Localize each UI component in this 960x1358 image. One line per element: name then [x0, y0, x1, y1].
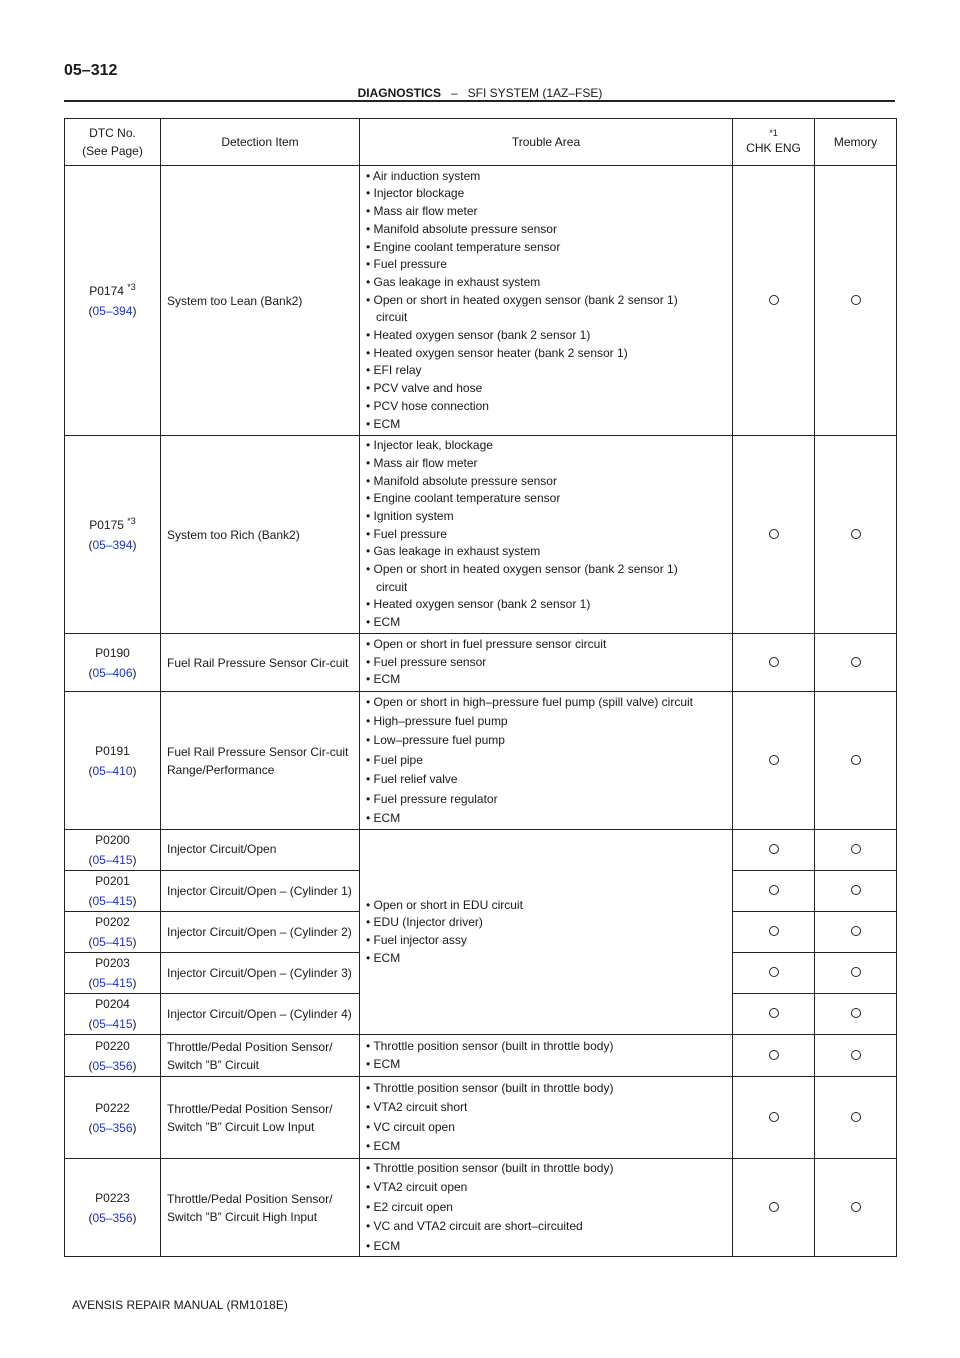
page-link[interactable]: 05–406: [92, 665, 133, 680]
table-row: [65, 830, 897, 871]
detection-item: Injector Circuit/Open – (Cylinder 1): [161, 871, 360, 912]
header-chk-eng: *1 CHK ENG: [733, 119, 815, 166]
chk-eng-footnote: *1: [769, 128, 778, 138]
chk-eng-mark: [733, 634, 815, 692]
detection-item: Injector Circuit/Open – (Cylinder 2): [161, 912, 360, 953]
memory-mark: [815, 912, 897, 953]
circle-mark-icon: [851, 967, 861, 977]
dtc-cell: P0223 (05–356): [65, 1159, 161, 1257]
page-footer: AVENSIS REPAIR MANUAL (RM1018E): [72, 1298, 288, 1312]
header-dash: –: [450, 86, 458, 100]
dtc-cell: P0222 (05–356): [65, 1077, 161, 1159]
page-link[interactable]: 05–356: [92, 1210, 133, 1225]
detection-item: Throttle/Pedal Position Sensor/ Switch ”B” Circuit High Input: [161, 1159, 360, 1257]
trouble-area: • Throttle position sensor (built in throttle body) • ECM: [360, 1035, 733, 1077]
chk-eng-mark: [733, 1159, 815, 1257]
chk-eng-mark: [733, 1035, 815, 1077]
dtc-cell: P0174 $^{*3}$ (05–394): [65, 166, 161, 436]
circle-mark-icon: [769, 885, 779, 895]
detection-item: Throttle/Pedal Position Sensor/ Switch ”B” Circuit: [161, 1035, 360, 1077]
trouble-area: • Air induction system • Injector blockage • Mass air flow meter • Manifold absolute pressure sensor • Engine coolant temperature sensor • Fuel pressure • Gas leakage in exhaust system • Open or short in heated oxygen sensor (bank 2 sensor 1) circuit • Heated oxygen sensor (bank 2 sensor 1) • Heated oxygen sensor heater (bank 2 sensor 1) • EFI relay • PCV valve and hose • PCV hose connection • ECM: [360, 166, 733, 436]
dtc-table: [64, 118, 897, 1257]
chk-eng-mark: [733, 953, 815, 994]
circle-mark-icon: [769, 529, 779, 539]
detection-item: System too Rich (Bank2): [161, 436, 360, 634]
memory-mark: [815, 953, 897, 994]
table-row: [65, 166, 897, 436]
header-memory: Memory: [815, 119, 897, 166]
dtc-cell: P0204 (05–415): [65, 994, 161, 1035]
header-rule: [64, 100, 895, 102]
circle-mark-icon: [769, 1202, 779, 1212]
detection-item: Injector Circuit/Open: [161, 830, 360, 871]
table-row: [65, 1159, 897, 1257]
chk-eng-mark: [733, 692, 815, 830]
circle-mark-icon: [769, 844, 779, 854]
page-link[interactable]: 05–410: [92, 763, 133, 778]
memory-mark: [815, 994, 897, 1035]
chk-eng-mark: [733, 436, 815, 634]
trouble-area: • Open or short in fuel pressure sensor circuit • Fuel pressure sensor • ECM: [360, 634, 733, 692]
circle-mark-icon: [769, 657, 779, 667]
memory-mark: [815, 871, 897, 912]
circle-mark-icon: [851, 295, 861, 305]
memory-mark: [815, 436, 897, 634]
trouble-area: • Throttle position sensor (built in throttle body) • VTA2 circuit open • E2 circuit open • VC and VTA2 circuit are short–circuited • ECM: [360, 1159, 733, 1257]
chk-eng-mark: [733, 1077, 815, 1159]
circle-mark-icon: [851, 529, 861, 539]
header-trouble-area: Trouble Area: [360, 119, 733, 166]
chk-eng-mark: [733, 994, 815, 1035]
circle-mark-icon: [851, 755, 861, 765]
memory-mark: [815, 1035, 897, 1077]
circle-mark-icon: [851, 885, 861, 895]
page-link[interactable]: 05–356: [92, 1058, 133, 1073]
table-row: [65, 1077, 897, 1159]
page-link[interactable]: 05–415: [92, 853, 133, 867]
page-link[interactable]: 05–394: [92, 537, 133, 552]
page-link[interactable]: 05–415: [92, 894, 133, 908]
circle-mark-icon: [851, 844, 861, 854]
detection-item: System too Lean (Bank2): [161, 166, 360, 436]
detection-item: Fuel Rail Pressure Sensor Cir-cuit Range/Performance: [161, 692, 360, 830]
dtc-cell: P0202 (05–415): [65, 912, 161, 953]
table-row: [65, 436, 897, 634]
memory-mark: [815, 1159, 897, 1257]
page-link[interactable]: 05–415: [92, 1017, 133, 1031]
detection-item: Injector Circuit/Open – (Cylinder 3): [161, 953, 360, 994]
dtc-cell: P0190 (05–406): [65, 634, 161, 692]
trouble-area: • Throttle position sensor (built in throttle body) • VTA2 circuit short • VC circuit open • ECM: [360, 1077, 733, 1159]
chk-eng-mark: [733, 166, 815, 436]
circle-mark-icon: [851, 1112, 861, 1122]
chk-eng-mark: [733, 871, 815, 912]
circle-mark-icon: [769, 755, 779, 765]
dtc-cell: P0203 (05–415): [65, 953, 161, 994]
chk-eng-mark: [733, 912, 815, 953]
dtc-cell: P0201 (05–415): [65, 871, 161, 912]
page-link[interactable]: 05–356: [92, 1120, 133, 1135]
header-dtc: DTC No. (See Page): [65, 119, 161, 166]
subsection-title: SFI SYSTEM (1AZ–FSE): [467, 86, 603, 100]
detection-item: Throttle/Pedal Position Sensor/ Switch ”B” Circuit Low Input: [161, 1077, 360, 1159]
dtc-cell: P0200 (05–415): [65, 830, 161, 871]
page-number: 05–312: [64, 62, 118, 79]
circle-mark-icon: [851, 1202, 861, 1212]
circle-mark-icon: [769, 926, 779, 936]
trouble-area: • Open or short in high–pressure fuel pump (spill valve) circuit • High–pressure fuel pump • Low–pressure fuel pump • Fuel pipe • Fuel relief valve • Fuel pressure regulator • ECM: [360, 692, 733, 830]
trouble-area: • Injector leak, blockage • Mass air flow meter • Manifold absolute pressure sensor • Engine coolant temperature sensor • Ignition system • Fuel pressure • Gas leakage in exhaust system • Open or short in heated oxygen sensor (bank 2 sensor 1) circuit • Heated oxygen sensor (bank 2 sensor 1) • ECM: [360, 436, 733, 634]
detection-item: Fuel Rail Pressure Sensor Cir-cuit: [161, 634, 360, 692]
page-link[interactable]: 05–394: [92, 303, 133, 318]
circle-mark-icon: [851, 1008, 861, 1018]
page-link[interactable]: 05–415: [92, 976, 133, 990]
chk-eng-mark: [733, 830, 815, 871]
memory-mark: [815, 692, 897, 830]
trouble-area-injector-group: • Open or short in EDU circuit • EDU (Injector driver) • Fuel injector assy • ECM: [360, 830, 733, 1035]
table-row: [65, 692, 897, 830]
circle-mark-icon: [769, 1008, 779, 1018]
circle-mark-icon: [851, 1050, 861, 1060]
circle-mark-icon: [769, 967, 779, 977]
table-row: [65, 634, 897, 692]
circle-mark-icon: [769, 295, 779, 305]
running-header: [64, 86, 896, 100]
circle-mark-icon: [769, 1050, 779, 1060]
dtc-cell: P0220 (05–356): [65, 1035, 161, 1077]
circle-mark-icon: [851, 926, 861, 936]
circle-mark-icon: [851, 657, 861, 667]
table-header-row: [65, 119, 897, 166]
memory-mark: [815, 634, 897, 692]
dtc-cell: P0191 (05–410): [65, 692, 161, 830]
memory-mark: [815, 830, 897, 871]
dtc-cell: P0175 $^{*3}$ (05–394): [65, 436, 161, 634]
memory-mark: [815, 1077, 897, 1159]
section-title: DIAGNOSTICS: [357, 86, 441, 100]
memory-mark: [815, 166, 897, 436]
circle-mark-icon: [769, 1112, 779, 1122]
page-link[interactable]: 05–415: [92, 935, 133, 949]
header-detection-item: Detection Item: [161, 119, 360, 166]
detection-item: Injector Circuit/Open – (Cylinder 4): [161, 994, 360, 1035]
table-row: [65, 1035, 897, 1077]
